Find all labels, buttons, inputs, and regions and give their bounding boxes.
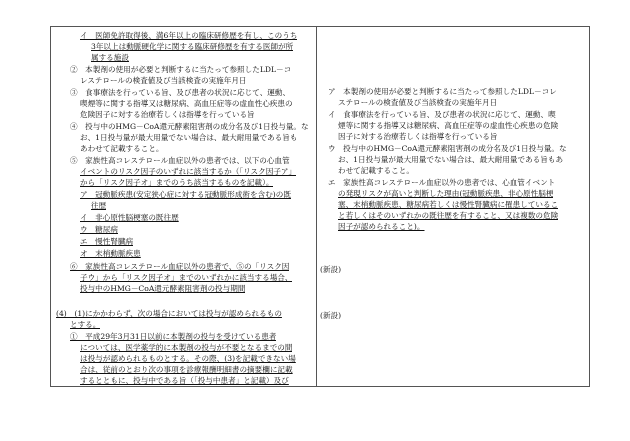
section-4-heading: (4) (1)にかかわらず、次の場合においては投与が認められるもの: [56, 309, 282, 318]
left-line: は投与が認められるものとする。その際、(3)を記載できない場: [80, 354, 296, 363]
left-line: レステロールの検査値及び当該検査の実施年月日: [80, 76, 247, 85]
left-line: 投与中のHMG－CoA還元酵素阻害剤の投与期間: [80, 284, 246, 293]
left-line: 合は、従前のとおり次の事項を診療報酬明細書の摘要欄に記載: [80, 365, 293, 374]
table-top-border: [50, 26, 590, 27]
table-center-divider: [316, 26, 317, 387]
right-line: と若しくはそのいずれかの既往歴を有すること、又は複数の危険: [338, 211, 559, 220]
risk-item: オ 末梢動脈疾患: [80, 249, 141, 258]
left-line: については、医学薬学的に本製剤の投与が不要となるまでの間: [80, 343, 293, 352]
left-line: 3年以上は動脈硬化学に関する臨床研修歴を有する医師が所: [91, 42, 294, 51]
risk-item: エ 慢性腎臓病: [80, 237, 134, 246]
left-line: イ 医師免許取得後、満6年以上の臨床研修歴を有し、このうち: [80, 31, 298, 40]
table-left-border: [50, 26, 51, 387]
right-line: イ 食事療法を行っている旨、及び患者の状況に応じて、運動、喫: [328, 110, 556, 119]
left-line: お、1日投与量が最大用量でない場合は、最大耐用量である旨も: [80, 133, 298, 142]
left-line: 危険因子に対する治療若しくは指導を行っている旨: [80, 110, 255, 119]
right-line: 煙等に関する指導又は糖尿病、高血圧症等の虚血性心疾患の危険: [338, 121, 559, 130]
right-line: 因子が認められること)。: [338, 222, 425, 231]
risk-item: 往歴: [91, 201, 107, 210]
table-right-border: [589, 26, 590, 387]
left-line: から「リスク因子オ」までのうち該当するものを記載）。: [80, 178, 274, 187]
left-line: 属する施設: [91, 53, 129, 62]
left-line: ③ 食事療法を行っている旨、及び患者の状況に応じて、運動、: [70, 88, 291, 97]
right-line: ステロールの検査値及び当該検査の実施年月日: [338, 98, 498, 107]
right-line: 塞、末梢動脈疾患、糖尿病若しくは慢性腎臓病に罹患しているこ: [338, 200, 559, 209]
new-provision-label: (新設): [320, 311, 342, 320]
left-line: ⑤ 家族性高コレステロール血症以外の患者では、以下の心血管: [70, 156, 290, 165]
left-line: するとともに、投与中である旨（「投与中患者」と記載）及び: [80, 376, 289, 385]
right-line: ウ 投与中のHMG－CoA還元酵素阻害剤の成分名及び1日投与量。な: [328, 144, 567, 153]
right-line: お、1日投与量が最大用量でない場合は、最大耐用量である旨もあ: [338, 155, 564, 164]
risk-item: イ 非心原性脳梗塞の既往歴: [80, 213, 179, 222]
right-line: エ 家族性高コレステロール血症以外の患者では、心血管イベント: [328, 178, 556, 187]
risk-item: ウ 糖尿病: [80, 225, 118, 234]
table-bottom-border: [50, 386, 590, 387]
right-line: 因子に対する治療若しくは指導を行っている旨: [338, 132, 498, 141]
left-line: とする。: [70, 320, 101, 329]
right-line: わせて記載すること。: [338, 166, 414, 175]
right-line: ア 本製剤の使用が必要と判断するに当たって参照したLDL－コレ: [328, 87, 557, 96]
left-line: ① 平成29年3月31日以前に本製剤の投与を受けている患者: [70, 332, 277, 341]
left-line: ⑥ 家族性高コレステロール血症以外の患者で、⑤の「リスク因: [70, 262, 290, 271]
left-line: 喫煙等に関する指導又は糖尿病、高血圧症等の虚血性心疾患の: [80, 99, 293, 108]
left-line: ② 本製剤の使用が必要と判断するに当たって参照したLDL－コ: [70, 65, 292, 74]
left-line: あわせて記載すること。: [80, 144, 164, 153]
left-line: イベントのリスク因子のいずれに該当するか（「リスク因子ア」: [80, 167, 297, 176]
risk-item: ア 冠動脈疾患(安定狭心症に対する冠動脈形成術を含む)の既: [80, 190, 291, 199]
right-line: の発現リスクが高いと判断した理由(冠動脈疾患、非心原性脳梗: [338, 189, 554, 198]
left-line: ④ 投与中のHMG－CoA還元酵素阻害剤の成分名及び1日投与量。な: [70, 122, 309, 131]
left-line: 子ウ」から「リスク因子オ」までのいずれかに該当する場合、: [80, 273, 293, 282]
new-provision-label: (新設): [320, 265, 342, 274]
